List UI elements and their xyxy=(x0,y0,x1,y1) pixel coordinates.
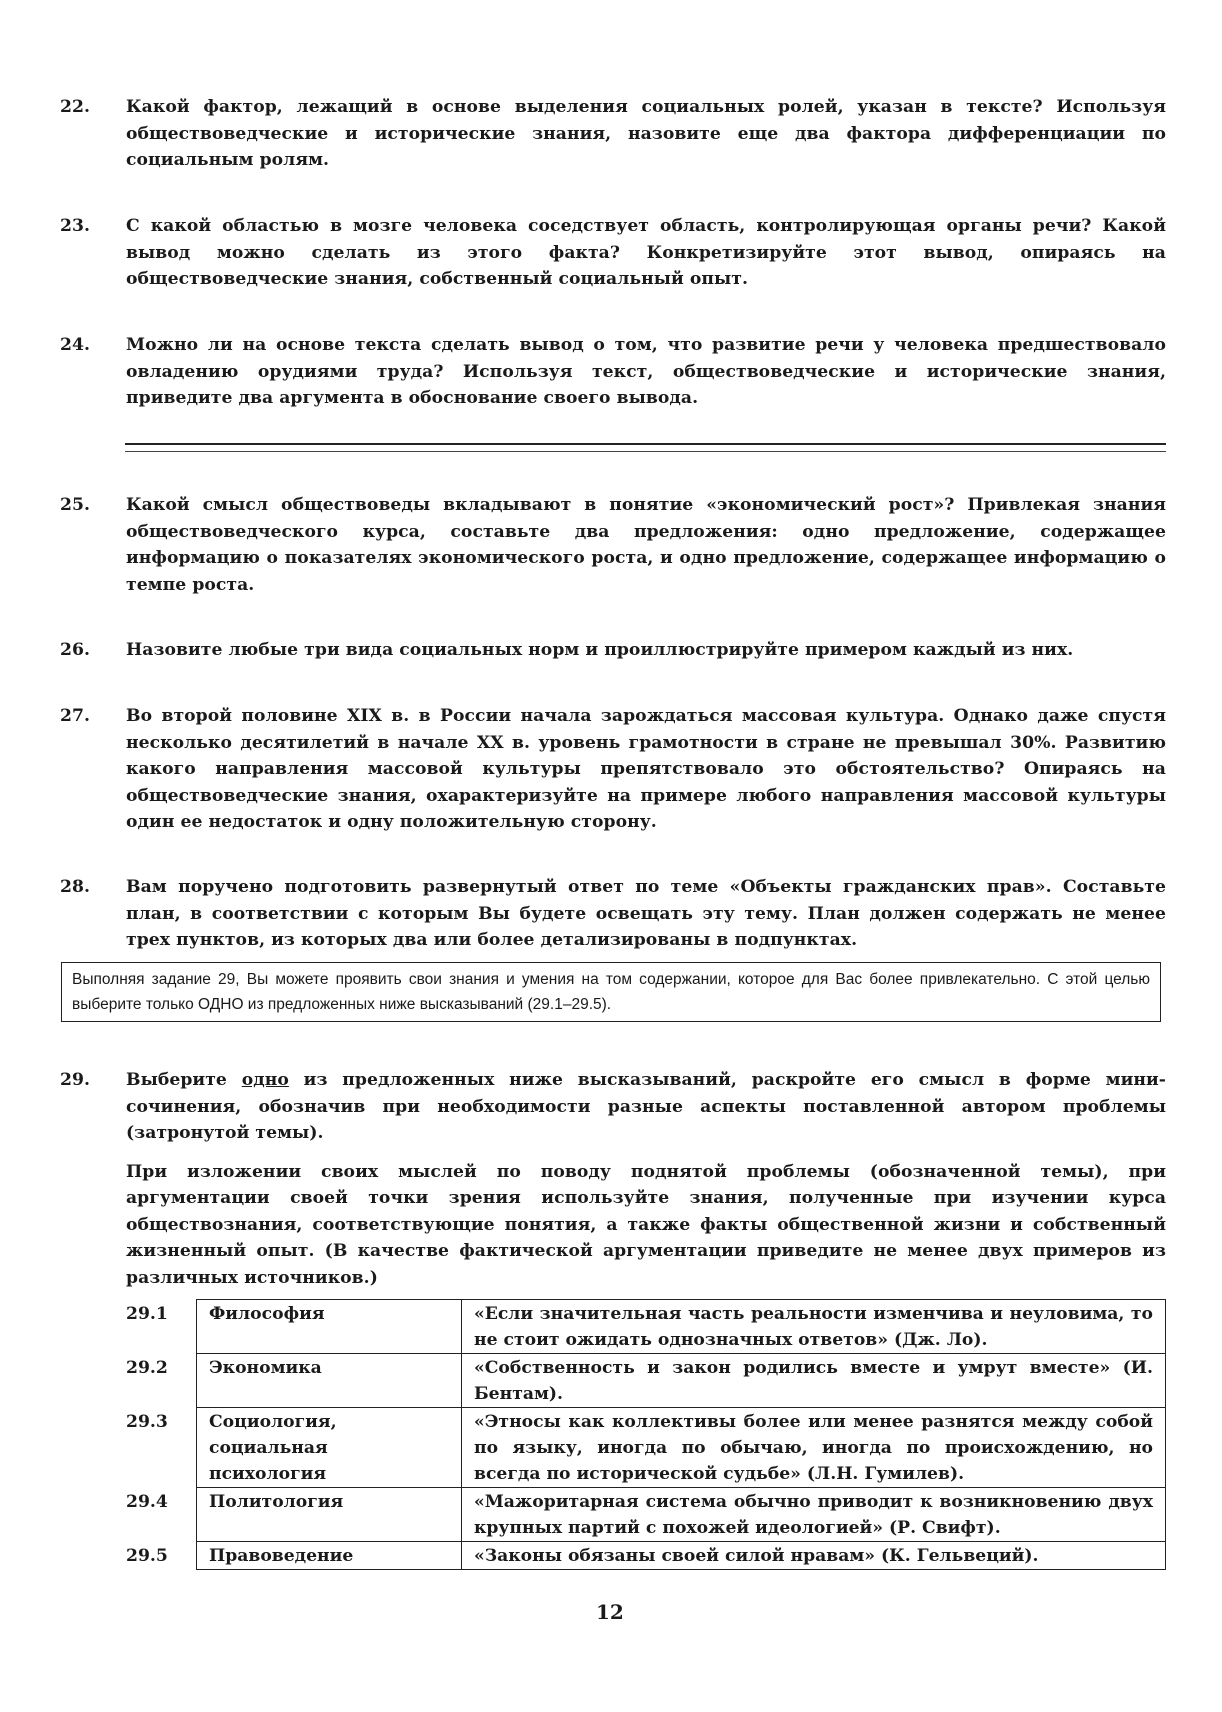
table-row xyxy=(126,1354,1166,1408)
text-span: При изложении своих мыслей по поводу поднятой проблемы (обозначенной темы), при аргументации своей точки зрения используйте xyxy=(126,1161,1166,1208)
topic-id: 29.1 xyxy=(126,1303,168,1324)
topic-id: 29.3 xyxy=(126,1411,168,1432)
task-25 xyxy=(60,492,1166,598)
task-number: 24. xyxy=(60,335,91,355)
emphasis-bold: понятия xyxy=(504,1214,591,1235)
task-29-requirements xyxy=(126,1159,1166,1292)
task-29-notice-box: Выполняя задание 29, Вы можете проявить свои знания и умения на том содержании, которое для Вас более привлекательно. С этой целью выберите только ОДНО из предложенных ниже высказываний (29.1–29.5). xyxy=(61,962,1161,1022)
task-number: 29. xyxy=(60,1070,91,1090)
topic-quote: «Если значительная часть реальности изменчива и неуловима, то не стоит ожидать однозначных ответов» (Дж. Ло). xyxy=(462,1300,1166,1354)
task-27 xyxy=(60,703,1166,836)
emphasis-bold: знания xyxy=(689,1188,763,1208)
text-span: Выберите xyxy=(126,1070,242,1090)
essay-topics-table xyxy=(126,1299,1166,1570)
task-text: Вам поручено подготовить развернутый ответ по теме «Объекты гражданских прав». Составьте план, в соответствии с которым Вы будете освещать эту тему. План должен содержать не менее трех пунктов, из которых два или более детализированы в подпунктах. xyxy=(126,877,1166,950)
task-28 xyxy=(60,874,1166,954)
task-text: С какой областью в мозге человека соседствует область, контролирующая органы речи? Какой вывод можно сделать из этого факта? Конкретизируйте этот вывод, опираясь на обществоведческие знания, собственный социальный опыт. xyxy=(126,216,1166,289)
task-text: Во второй половине XIX в. в России начала зарождаться массовая культура. Однако даже спустя несколько десятилетий в начале XX в. уровень грамотности в стране не превышал 30%. Развитию какого направления массовой культуры препятствовало это обстоятельство? Опираясь на обществоведческие знания, охарактеризуйте на примере любого направления массовой культуры один ее недостаток и одну положительную сторону. xyxy=(126,706,1166,832)
task-text: Какой смысл обществоведы вкладывают в понятие «экономический рост»? Привлекая знания обществоведческого курса, составьте два предложения: одно предложение, содержащее информацию о показателях экономического роста, и одно предложение, содержащее информацию о темпе роста. xyxy=(126,495,1166,595)
text-span: , а также xyxy=(590,1214,701,1235)
task-22 xyxy=(60,94,1166,174)
task-text: Можно ли на основе текста сделать вывод о том, что развитие речи у человека предшествовало овладению орудиями труда? Используя текст, обществоведческие и исторические знания, приведите два аргумента в обоснование своего вывода. xyxy=(126,335,1166,408)
task-number: 22. xyxy=(60,97,91,117)
topic-id: 29.2 xyxy=(126,1357,168,1378)
topic-quote: «Законы обязаны своей силой нравам» (К. Гельвеций). xyxy=(462,1542,1166,1570)
topic-field: Экономика xyxy=(197,1354,462,1408)
task-26 xyxy=(60,637,1166,664)
table-row xyxy=(126,1488,1166,1542)
text-span: из предложенных ниже высказываний, раскройте его смысл в форме мини-сочинения, обозначив при необходимости разные аспекты поставленной автором проблемы (затронутой темы). xyxy=(126,1070,1166,1143)
task-text: Назовите любые три вида социальных норм и проиллюстрируйте примером каждый из них. xyxy=(126,640,1074,660)
table-row xyxy=(126,1408,1166,1488)
task-number: 28. xyxy=(60,877,91,897)
task-29 xyxy=(60,1067,1166,1291)
topic-quote: «Мажоритарная система обычно приводит к возникновению двух крупных партий с похожей идеологией» (Р. Свифт). xyxy=(462,1488,1166,1542)
section-divider xyxy=(125,443,1166,452)
topic-id: 29.4 xyxy=(126,1491,168,1512)
task-24 xyxy=(60,332,1166,412)
task-text xyxy=(126,1067,1166,1291)
task-number: 27. xyxy=(60,706,91,726)
text-span: , полученные при изучении курса обществознания, соответствующие xyxy=(126,1188,1167,1235)
emphasis-bold: опыт xyxy=(256,1241,309,1261)
text-span: общественной жизни и собственный жизненный xyxy=(126,1214,1166,1261)
emphasis-underlined: одно xyxy=(241,1070,289,1090)
topic-field: Политология xyxy=(197,1488,462,1542)
topic-quote: «Собственность и закон родились вместе и умрут вместе» (И. Бентам). xyxy=(462,1354,1166,1408)
task-number: 26. xyxy=(60,640,91,660)
emphasis-bold: факты xyxy=(700,1214,768,1235)
topic-quote: «Этносы как коллективы более или менее разнятся между собой по языку, иногда по обычаю, иногда по происхождению, но всегда по исторической судьбе» (Л.Н. Гумилев). xyxy=(462,1408,1166,1488)
page-number: 12 xyxy=(596,1600,624,1624)
table-row xyxy=(126,1300,1166,1354)
topic-field: Философия xyxy=(197,1300,462,1354)
task-29-instructions xyxy=(126,1067,1166,1147)
task-text: Какой фактор, лежащий в основе выделения социальных ролей, указан в тексте? Используя обществоведческие и исторические знания, назовите еще два фактора дифференциации по социальным ролям. xyxy=(126,97,1166,170)
task-number: 25. xyxy=(60,495,91,515)
topic-id: 29.5 xyxy=(126,1545,168,1566)
task-23 xyxy=(60,213,1166,293)
text-span: . (В качестве фактической аргументации приведите не менее двух примеров из различных источников.) xyxy=(126,1241,1166,1288)
topic-field: Социология, социальная психология xyxy=(197,1408,462,1488)
topic-field: Правоведение xyxy=(197,1542,462,1570)
table-row xyxy=(126,1542,1166,1570)
task-number: 23. xyxy=(60,216,91,236)
